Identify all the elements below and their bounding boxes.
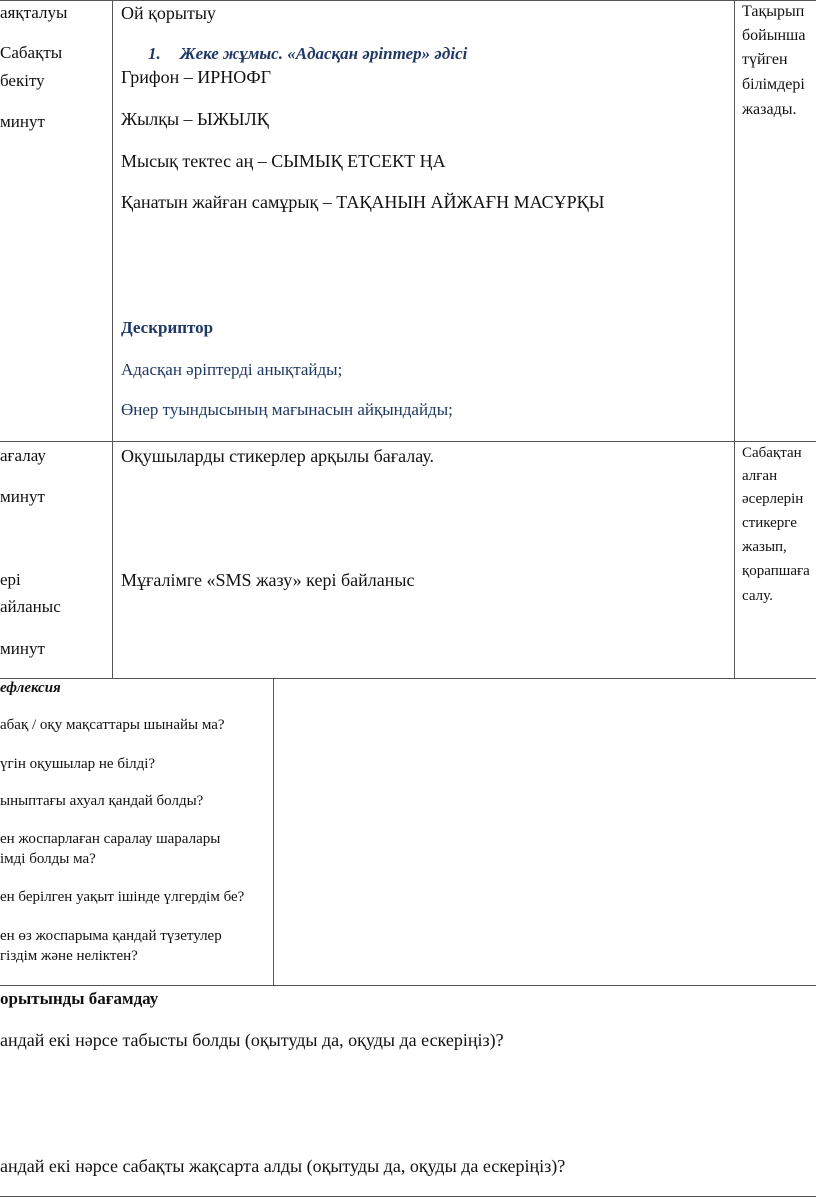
row2-right-7: салу. bbox=[742, 588, 773, 604]
task-item-4: Қанатын жайған самұрық – ТАҚАНЫН АЙЖАҒН МАСҰРҚЫ bbox=[121, 192, 605, 212]
descriptor-1: Адасқан әріптерді анықтайды; bbox=[121, 360, 343, 379]
col-divider-2 bbox=[734, 0, 735, 678]
row-divider-1 bbox=[0, 441, 816, 442]
reflection-q3: ыныптағы ахуал қандай болды? bbox=[0, 793, 204, 809]
summary-question-2: андай екі нәрсе сабақты жақсарта алды (оқытуды да, оқуды да ескеріңіз)? bbox=[0, 1156, 566, 1176]
summary-question-1: андай екі нәрсе табысты болды (оқытуды да, оқуды да ескеріңіз)? bbox=[0, 1030, 504, 1050]
row2-left-5: минут bbox=[0, 639, 45, 658]
reflection-col-divider bbox=[273, 678, 274, 985]
col-divider-1 bbox=[112, 0, 113, 678]
row2-left-3: ері bbox=[0, 570, 21, 589]
row1-right-4: білімдері bbox=[742, 76, 805, 93]
task-item-3: Мысық тектес аң – СЫМЫҚ ЕТСЕКТ ҢА bbox=[121, 151, 446, 171]
section-title: Ой қорытыу bbox=[121, 3, 216, 23]
summary-title: орытынды бағамдау bbox=[0, 989, 159, 1008]
row2-right-1: Сабақтан bbox=[742, 445, 802, 461]
row1-left-1: аяқталуы bbox=[0, 3, 68, 22]
row2-right-3: әсерлерін bbox=[742, 491, 804, 507]
reflection-q4-cont: імді болды ма? bbox=[0, 851, 96, 867]
assessment-line: Оқушыларды стикерлер арқылы бағалау. bbox=[121, 446, 435, 466]
task-item-2: Жылқы – ЫЖЫЛҚ bbox=[121, 109, 269, 129]
task-item-1: Грифон – ИРНОФГ bbox=[121, 67, 272, 87]
row1-left-4: минут bbox=[0, 112, 45, 131]
row1-left-3: бекіту bbox=[0, 71, 45, 90]
reflection-bottom-border bbox=[0, 985, 816, 986]
task-number: 1. bbox=[148, 44, 161, 63]
row2-right-2: алған bbox=[742, 468, 778, 484]
row1-left-2: Сабақты bbox=[0, 43, 63, 62]
reflection-title: ефлексия bbox=[0, 680, 61, 696]
row1-right-1: Тақырып bbox=[742, 3, 805, 20]
descriptor-title: Дескриптор bbox=[121, 318, 214, 337]
row2-left-4: айланыс bbox=[0, 597, 61, 616]
row1-right-2: бойынша bbox=[742, 27, 806, 44]
row2-right-5: жазып, bbox=[742, 539, 787, 555]
reflection-q6: ен өз жоспарыма қандай түзетулер bbox=[0, 928, 222, 944]
row2-left-2: минут bbox=[0, 487, 45, 506]
task-title: Жеке жұмыс. «Адасқан әріптер» әдісі bbox=[180, 44, 468, 63]
feedback-line: Мұғалімге «SMS жазу» кері байланыс bbox=[121, 570, 415, 590]
row2-left-1: ағалау bbox=[0, 446, 46, 465]
reflection-q6-cont: гіздім және неліктен? bbox=[0, 948, 138, 964]
row1-right-5: жазады. bbox=[742, 101, 797, 118]
row2-right-4: стикерге bbox=[742, 515, 797, 531]
table-border-top bbox=[0, 0, 816, 1]
reflection-q1: абақ / оқу мақсаттары шынайы ма? bbox=[0, 717, 225, 733]
row-divider-2 bbox=[0, 678, 816, 679]
row2-right-6: қорапшаға bbox=[742, 563, 810, 579]
reflection-q2: үгін оқушылар не білді? bbox=[0, 756, 156, 772]
row1-right-3: түйген bbox=[742, 51, 788, 68]
reflection-q5: ен берілген уақыт ішінде үлгердім бе? bbox=[0, 889, 245, 905]
descriptor-2: Өнер туындысының мағынасын айқындайды; bbox=[121, 400, 453, 419]
summary-bottom-border bbox=[0, 1196, 816, 1197]
reflection-q4: ен жоспарлаған саралау шаралары bbox=[0, 831, 221, 847]
